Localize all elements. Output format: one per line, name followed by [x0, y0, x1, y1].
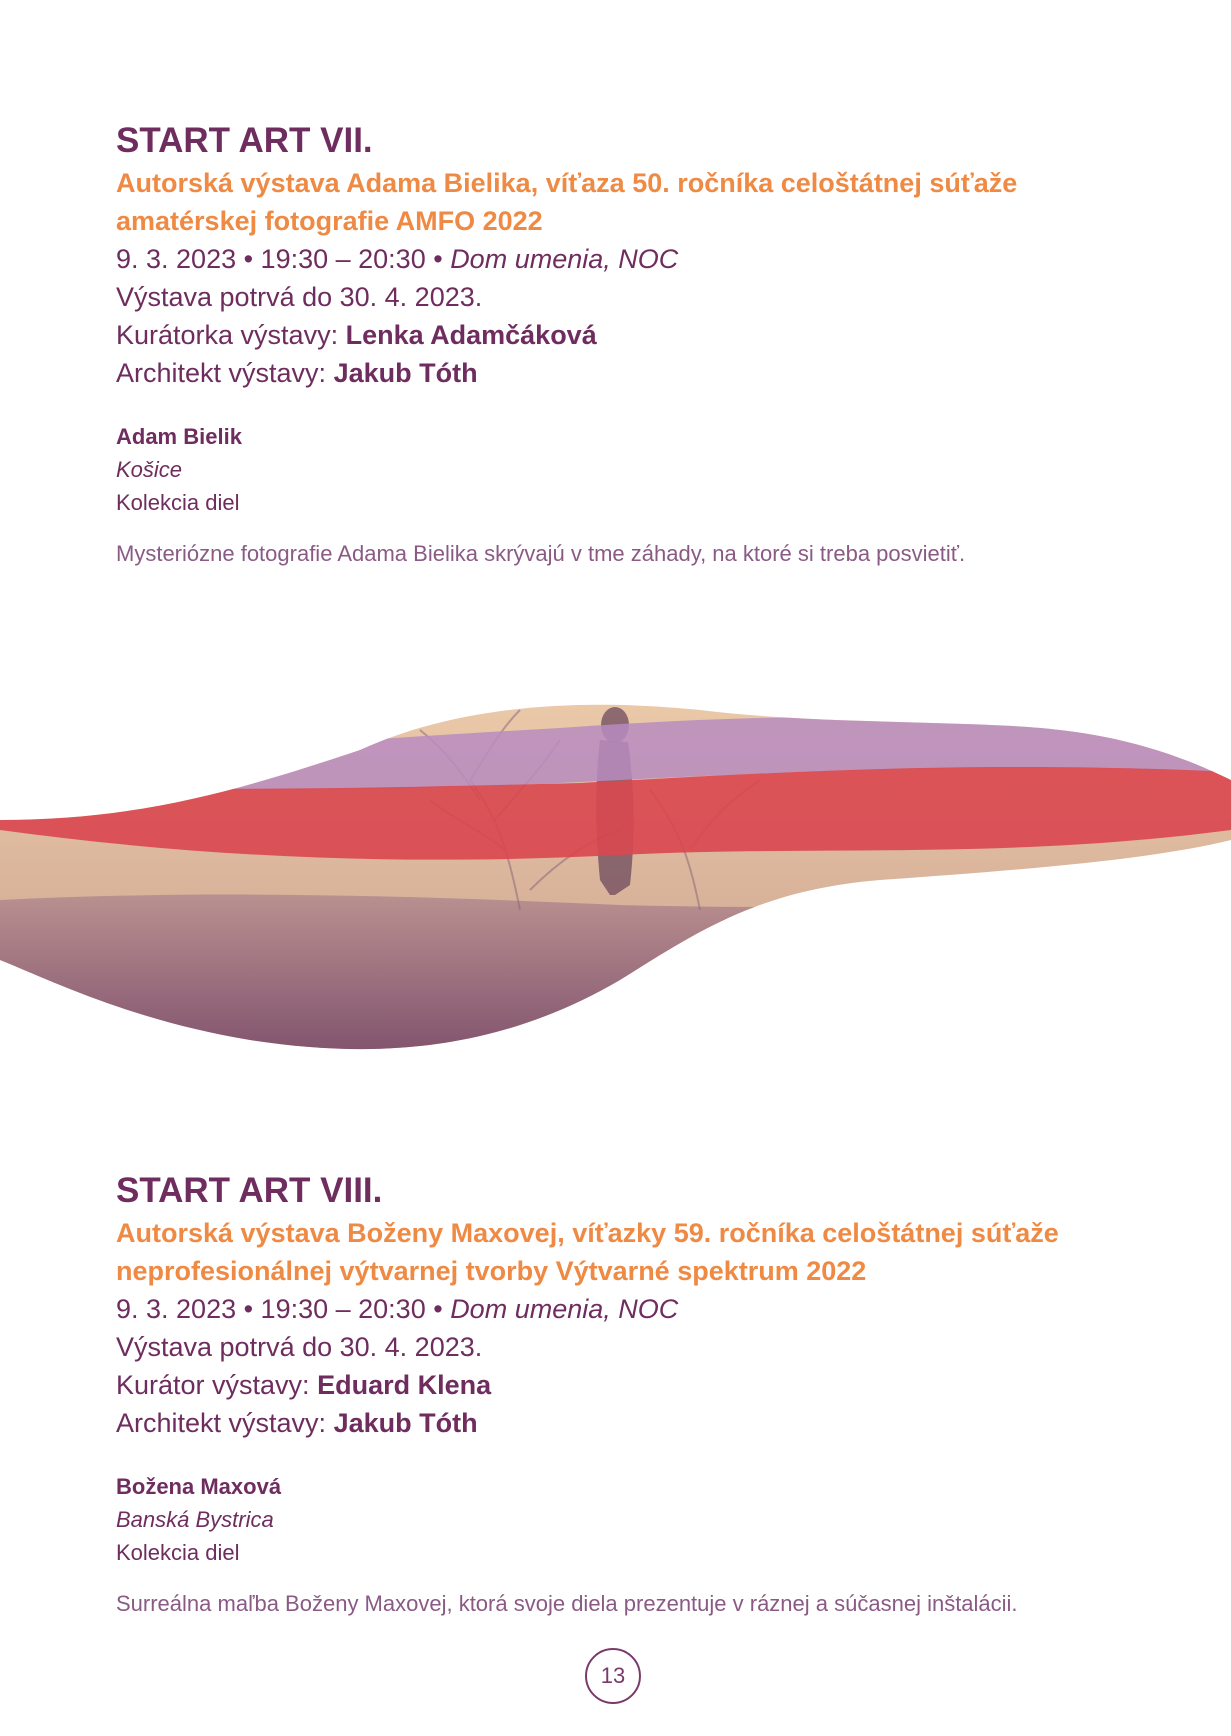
event-subtitle-line-2: amatérskej fotografie AMFO 2022	[116, 206, 543, 236]
architect-name: Jakub Tóth	[333, 1408, 478, 1438]
event-section-start-art-vii	[116, 118, 1196, 570]
event-section-start-art-viii	[116, 1168, 1196, 1620]
event-title: START ART VII.	[116, 121, 373, 160]
artist-name: Božena Maxová	[116, 1474, 282, 1499]
architect-label: Architekt výstavy:	[116, 1408, 327, 1438]
event-duration: Výstava potrvá do 30. 4. 2023.	[116, 1332, 483, 1362]
artist-work: Kolekcia diel	[116, 1540, 240, 1565]
curator-label: Kurátor výstavy:	[116, 1370, 310, 1400]
curator-label: Kurátorka výstavy:	[116, 320, 339, 350]
event-architect	[116, 1404, 1196, 1442]
event-date-time: 9. 3. 2023 • 19:30 – 20:30 •	[116, 1294, 443, 1324]
event-subtitle-line-2: neprofesionálnej výtvarnej tvorby Výtvarné spektrum 2022	[116, 1256, 867, 1286]
decorative-wave-banner	[0, 680, 1231, 1070]
event-date-line	[116, 1290, 1196, 1328]
artist-city: Banská Bystrica	[116, 1507, 274, 1532]
event-date-line	[116, 240, 1196, 278]
artist-block	[116, 420, 1196, 519]
event-venue: Dom umenia, NOC	[450, 244, 679, 274]
event-subtitle-line-1: Autorská výstava Boženy Maxovej, víťazky 59. ročníka celoštátnej súťaže	[116, 1218, 1059, 1248]
event-date-time: 9. 3. 2023 • 19:30 – 20:30 •	[116, 244, 443, 274]
page-number: 13	[585, 1648, 641, 1704]
event-curator	[116, 1366, 1196, 1404]
artist-work: Kolekcia diel	[116, 490, 240, 515]
curator-name: Eduard Klena	[317, 1370, 492, 1400]
event-title: START ART VIII.	[116, 1171, 383, 1210]
event-architect	[116, 354, 1196, 392]
event-venue: Dom umenia, NOC	[450, 1294, 679, 1324]
artist-name: Adam Bielik	[116, 424, 242, 449]
event-description: Mysteriózne fotografie Adama Bielika skrývajú v tme záhady, na ktoré si treba posvietiť.	[116, 541, 966, 566]
artist-city: Košice	[116, 457, 183, 482]
architect-label: Architekt výstavy:	[116, 358, 327, 388]
curator-name: Lenka Adamčáková	[345, 320, 597, 350]
event-curator	[116, 316, 1196, 354]
event-duration: Výstava potrvá do 30. 4. 2023.	[116, 282, 483, 312]
artist-block	[116, 1470, 1196, 1569]
architect-name: Jakub Tóth	[333, 358, 478, 388]
event-description: Surreálna maľba Boženy Maxovej, ktorá svoje diela prezentuje v ráznej a súčasnej inštalácii.	[116, 1591, 1018, 1616]
event-subtitle-line-1: Autorská výstava Adama Bielika, víťaza 50. ročníka celoštátnej súťaže	[116, 168, 1018, 198]
